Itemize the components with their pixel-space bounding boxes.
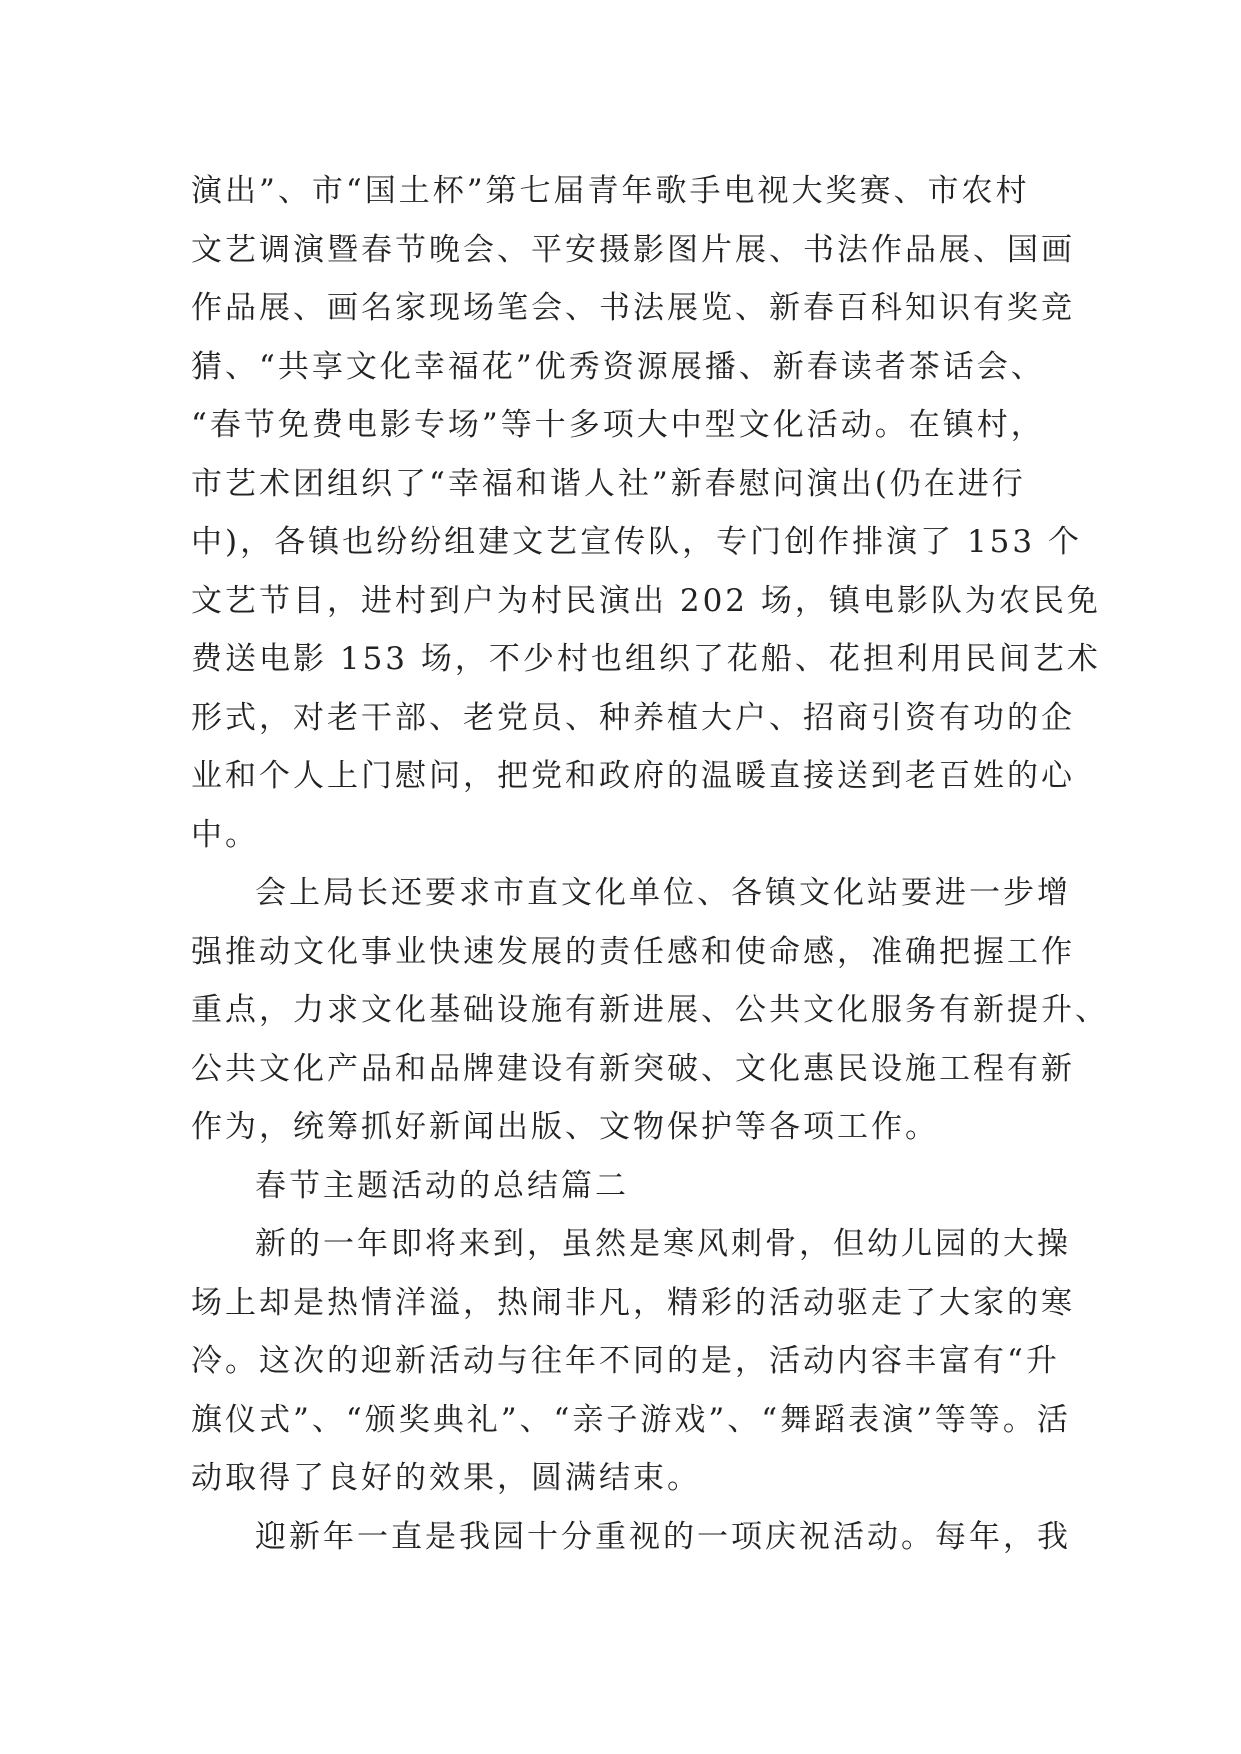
text-line: 费送电影 153 场，不少村也组织了花船、花担利用民间艺术 [191, 641, 1101, 677]
paragraph-start-line: 迎新年一直是我园十分重视的一项庆祝活动。每年，我 [255, 1518, 1071, 1555]
section-heading: 春节主题活动的总结篇二 [255, 1167, 629, 1204]
text-line: 动取得了良好的效果，圆满结束。 [191, 1460, 701, 1496]
text-line: 文艺节目，进村到户为村民演出 202 场，镇电影队为农民免 [191, 582, 1101, 619]
text-line: 作为，统筹抓好新闻出版、文物保护等各项工作。 [191, 1109, 939, 1145]
document-body [191, 162, 1109, 1566]
text-line: 文艺调演暨春节晚会、平安摄影图片展、书法作品展、国画 [191, 231, 1075, 268]
text-line: 旗仪式”、“颁奖典礼”、“亲子游戏”、“舞蹈表演”等等。活 [191, 1401, 1071, 1438]
paragraph-start-line: 新的一年即将来到，虽然是寒风刺骨，但幼儿园的大操 [255, 1226, 1071, 1262]
text-line: “春节免费电影专场”等十多项大中型文化活动。在镇村， [191, 407, 1045, 443]
text-line: 中)，各镇也纷纷组建文艺宣传队，专门创作排演了 153 个 [191, 524, 1082, 560]
text-line: 公共文化产品和品牌建设有新突破、文化惠民设施工程有新 [191, 1050, 1075, 1087]
text-line: 中。 [191, 816, 259, 853]
text-line: 业和个人上门慰问，把党和政府的温暖直接送到老百姓的心 [191, 758, 1075, 794]
text-line: 猜、“共享文化幸福花”优秀资源展播、新春读者茶话会、 [191, 348, 1045, 385]
text-line: 形式，对老干部、老党员、种养植大户、招商引资有功的企 [191, 699, 1075, 736]
text-line: 强推动文化事业快速发展的责任感和使命感，准确把握工作 [191, 933, 1075, 970]
text-line: 市艺术团组织了“幸福和谐人社”新春慰问演出(仍在进行 [191, 465, 1026, 502]
text-line: 场上却是热情洋溢，热闹非凡，精彩的活动驱走了大家的寒 [191, 1284, 1075, 1321]
paragraph-start-line: 会上局长还要求市直文化单位、各镇文化站要进一步增 [255, 875, 1071, 911]
text-line: 重点，力求文化基础设施有新进展、公共文化服务有新提升、 [191, 992, 1109, 1028]
text-line: 演出”、市“国土杯”第七届青年歌手电视大奖赛、市农村 [191, 173, 1030, 209]
text-line: 冷。这次的迎新活动与往年不同的是，活动内容丰富有“升 [191, 1343, 1060, 1379]
text-line: 作品展、画名家现场笔会、书法展览、新春百科知识有奖竞 [191, 290, 1075, 326]
